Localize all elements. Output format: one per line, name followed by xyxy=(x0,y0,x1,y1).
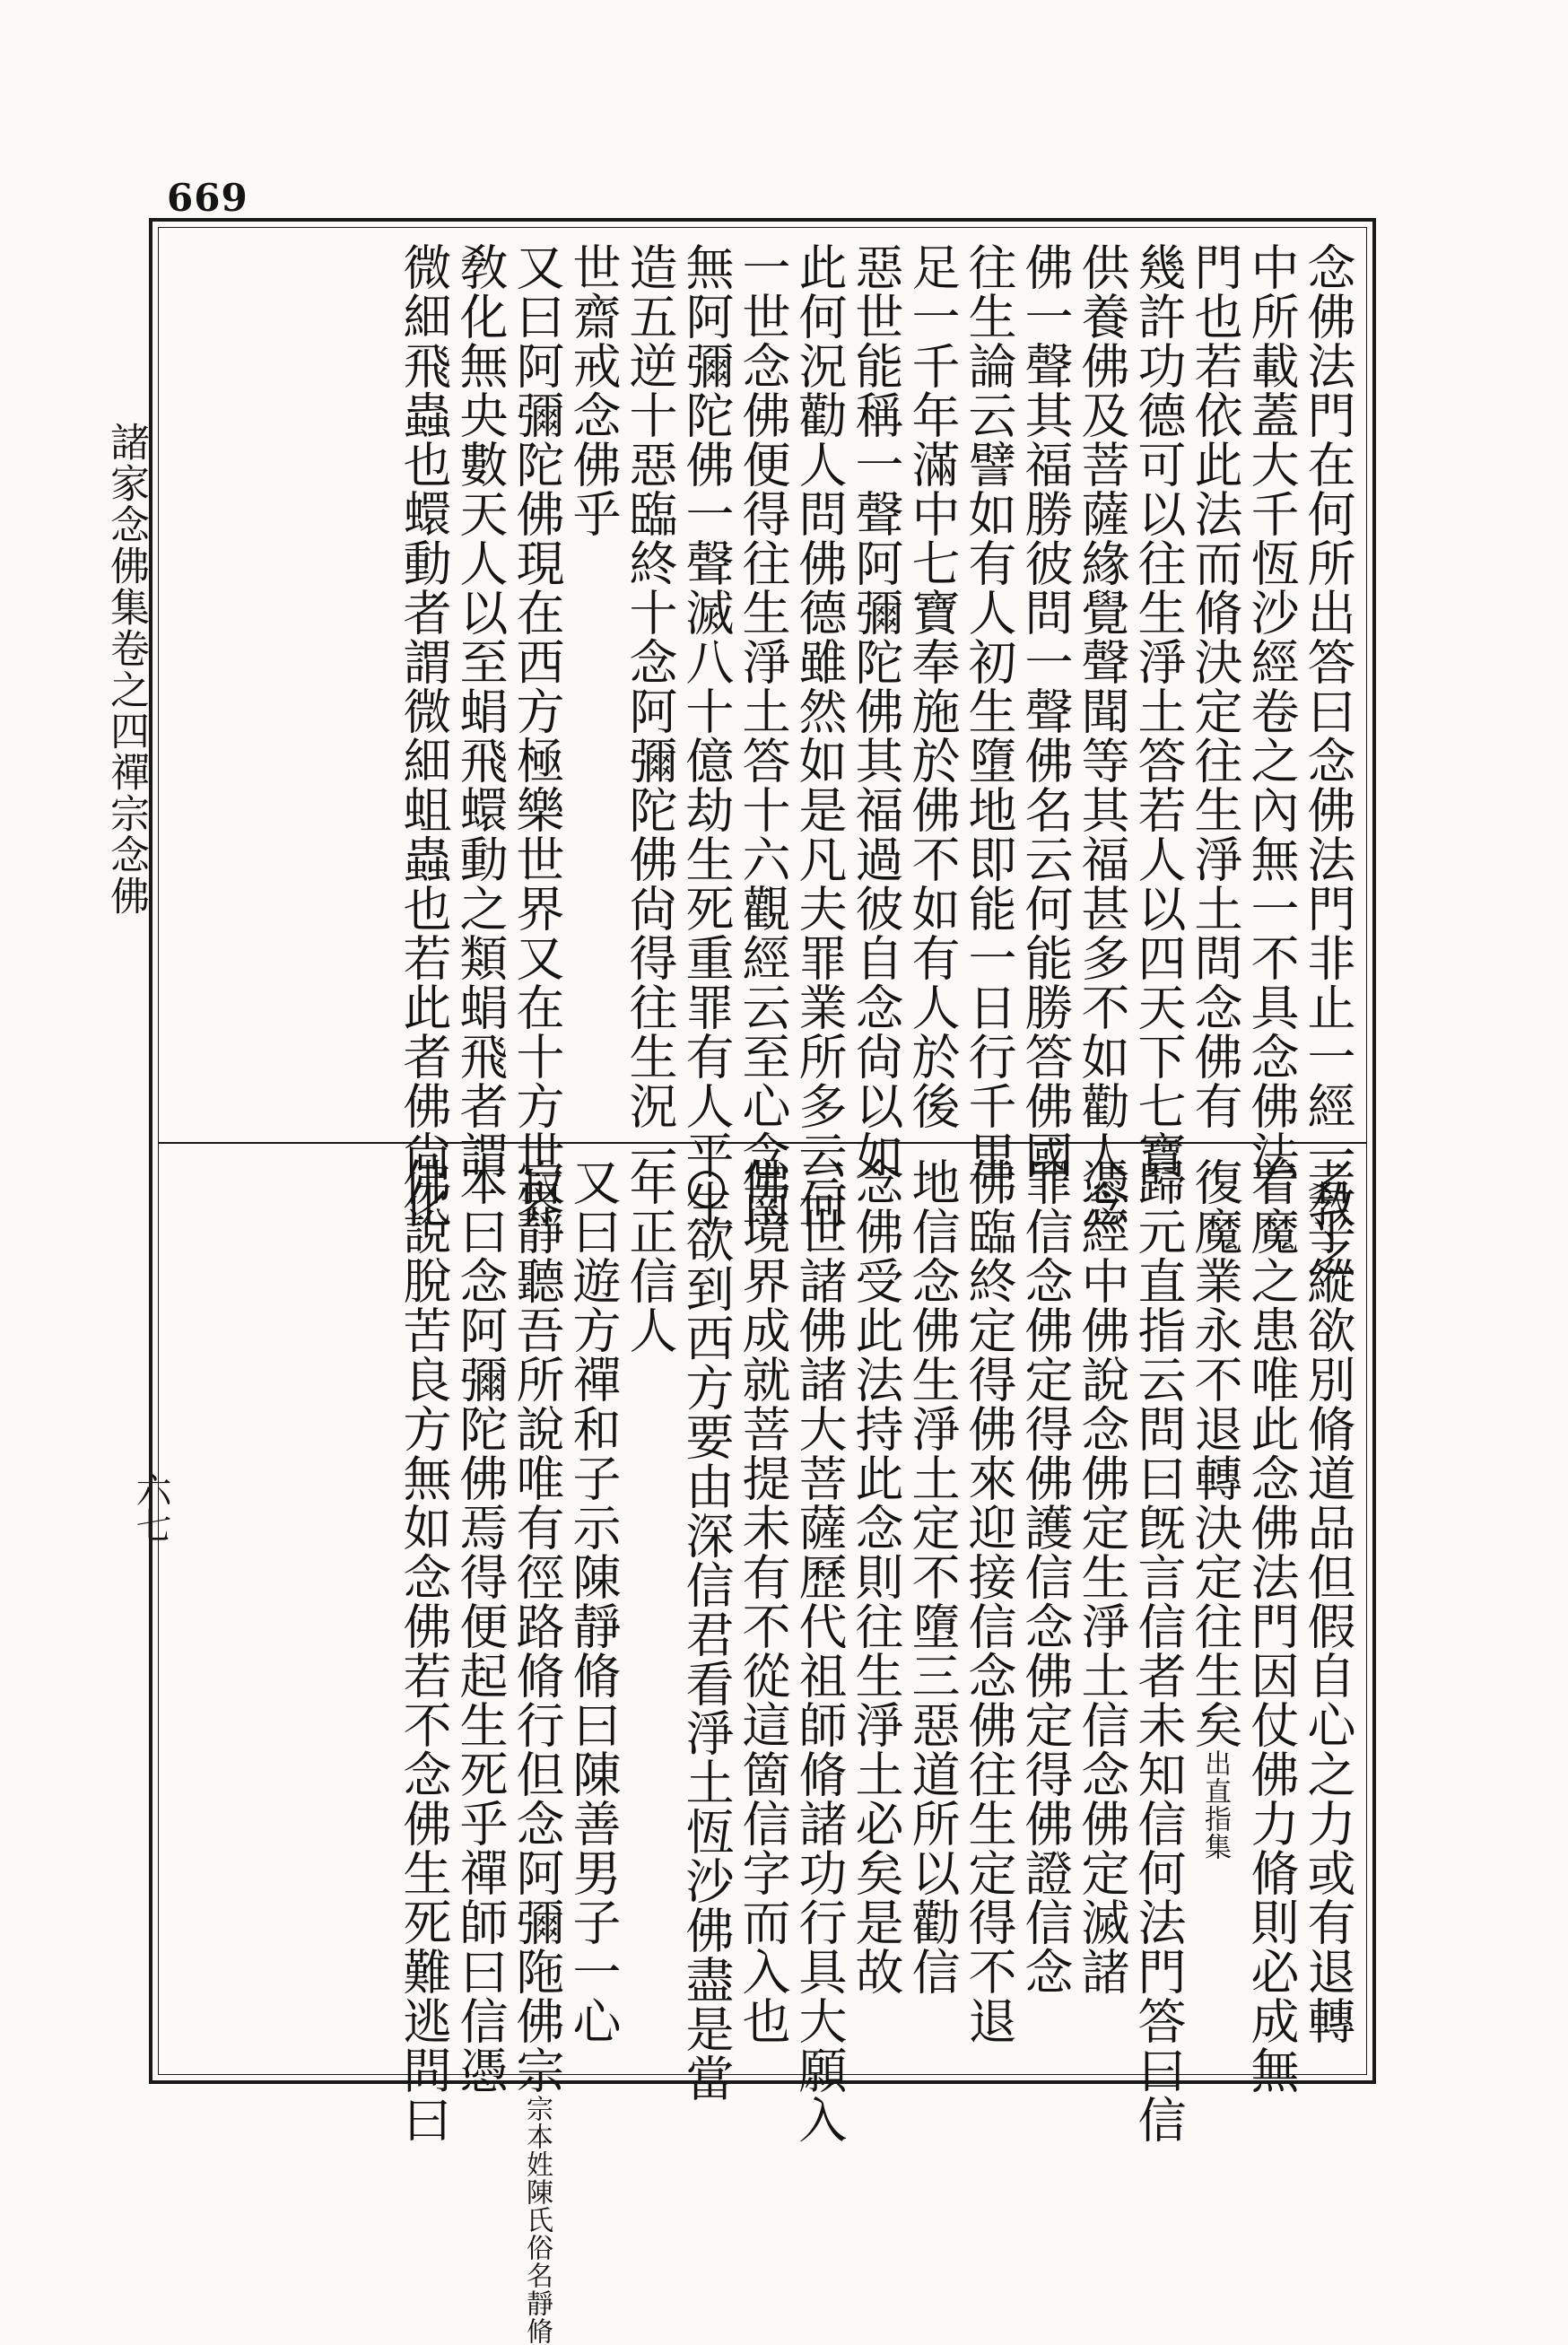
text-column: 中所載蓋大千恆沙經卷之內無一不具念佛法 xyxy=(1243,242,1300,1180)
text-column: 足一千年滿中七寶奉施於佛不如有人於後 xyxy=(904,242,961,1130)
text-column: 佛一聲其福勝彼問一聲佛名云何能勝答佛國 xyxy=(1017,242,1074,1180)
text-column: 敎化無央數天人以至蜎飛蠉動之類蜎飛者謂 xyxy=(452,242,509,1180)
text-column: 歸元直指云問曰旣言信者未知信何法門答曰信 xyxy=(1130,1157,1187,2144)
text-column: 地信念佛生淨土定不墮三惡道所以勸信 xyxy=(904,1157,961,1996)
text-column: 三世諸佛諸大菩薩歷代祖師脩諸功行具大願入 xyxy=(791,1157,848,2144)
text-column: ○欲到西方要由深信君看淨土恆沙佛盡是當 xyxy=(678,1157,735,2103)
text-column: 供養佛及菩薩緣覺聲聞等其福甚多不如勸人念 xyxy=(1074,242,1130,1229)
text-column: 佛境界成就菩提未有不從這箇信字而入也 xyxy=(735,1157,791,2045)
text-column: 佛臨終定得佛來迎接信念佛往生定得不退 xyxy=(961,1157,1017,2045)
page-number: 669 xyxy=(167,176,248,220)
text-column xyxy=(509,1157,565,2345)
folio-number: 六七 xyxy=(130,1471,171,1543)
text-column: 此何況勸人問佛德雖然如是凡夫罪業所多云何 xyxy=(791,242,848,1229)
text-column: 佛說脫苦良方無如念佛若不念佛生死難逃問曰 xyxy=(396,1157,452,2144)
text-column xyxy=(1187,1157,1243,2054)
running-title: 諸家念佛集卷之四禪宗念佛 xyxy=(103,422,149,917)
text-segment: 復魔業永不退轉決定往生矣 xyxy=(1187,1157,1243,1749)
text-column: 世齋戒念佛乎 xyxy=(565,242,622,538)
text-column: 年正信人 xyxy=(622,1157,678,1355)
text-column: 本曰念阿彌陀佛焉得便起生死乎禪師曰信憑 xyxy=(452,1157,509,2095)
text-column: 者乎縱欲別脩道品但假自心之力或有退轉 xyxy=(1300,1157,1356,2045)
text-column: 一世念佛便得往生淨土答十六觀經云至心念南 xyxy=(735,242,791,1229)
text-column: 念佛受此法持此念則往生淨土必矣是故 xyxy=(848,1157,904,1996)
text-column: 着魔之患唯此念佛法門因仗佛力脩則必成無 xyxy=(1243,1157,1300,2095)
text-column: 憑經中佛說念佛定生淨土信念佛定滅諸 xyxy=(1074,1157,1130,1996)
text-column: 又曰阿彌陀佛現在西方極樂世界又在十方世界 xyxy=(509,242,565,1229)
text-column: 無阿彌陀佛一聲滅八十億劫生死重罪有人平生 xyxy=(678,242,735,1229)
text-column: 惡世能稱一聲阿彌陀佛其福過彼自念尙以如 xyxy=(848,242,904,1180)
text-column: 罪信念佛定得佛護信念佛定得佛證信念 xyxy=(1017,1157,1074,1996)
text-column: 往生論云譬如有人初生墮地即能一日行千里 xyxy=(961,242,1017,1180)
text-column: 幾許功德可以往生淨土答若人以四天下七寶 xyxy=(1130,242,1187,1180)
inline-note: 宗本姓陳氏俗名靜脩 xyxy=(521,2095,553,2345)
text-column: 造五逆十惡臨終十念阿彌陀佛尙得往生況一 xyxy=(622,242,678,1180)
text-segment: 寂靜聽吾所說唯有徑路脩行但念阿彌陁佛宗 xyxy=(509,1157,565,2095)
lower-text-block xyxy=(396,1157,1356,2345)
inline-note: 出直指集 xyxy=(1199,1749,1231,1861)
text-column: 念佛法門在何所出答曰念佛法門非止一經一敎之 xyxy=(1300,242,1356,1278)
text-column: 門也若依此法而脩決定往生淨土問念佛有 xyxy=(1187,242,1243,1130)
text-column: 微細飛蟲也蠉動者謂微細蛆蟲也若此者佛尙化 xyxy=(396,242,452,1229)
text-column: 又曰遊方禪和子示陳靜脩曰陳善男子一心 xyxy=(565,1157,622,2045)
